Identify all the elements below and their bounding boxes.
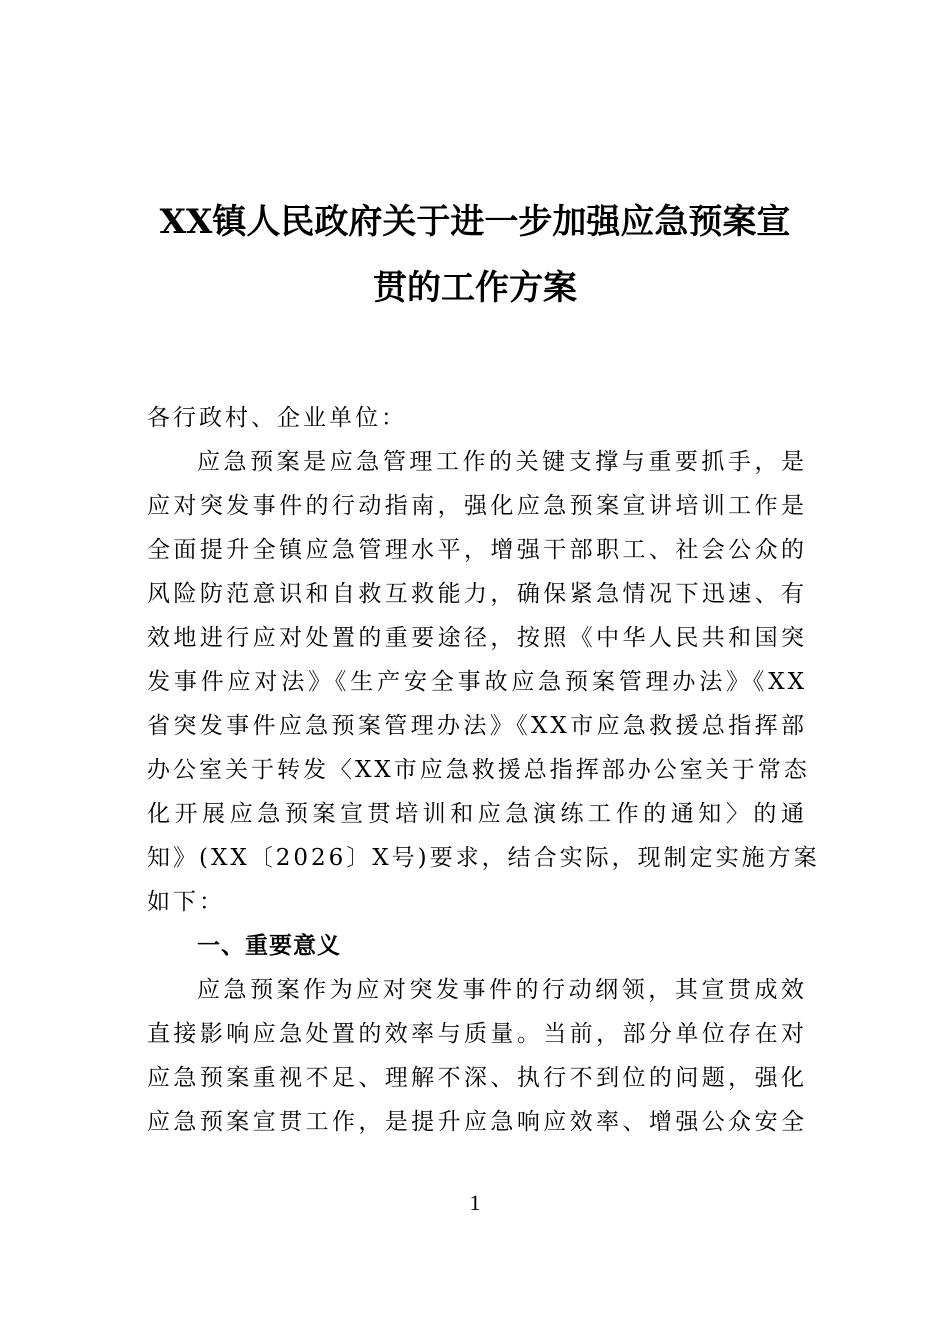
paragraph-1-line: 效地进行应对处置的重要途径，按照《中华人民共和国突	[147, 625, 807, 651]
paragraph-1-line: 省突发事件应急预案管理办法》《XX市应急救援总指挥部	[147, 713, 807, 739]
paragraph-1-line: 知》(XX〔2026〕X号)要求，结合实际，现制定实施方案	[147, 845, 820, 871]
document-title-line-1: XX镇人民政府关于进一步加强应急预案宣	[159, 202, 791, 242]
document-title-line-2: 贯的工作方案	[373, 268, 577, 308]
paragraph-1-line: 应急预案是应急管理工作的关键支撑与重要抓手，是	[197, 449, 807, 475]
page-number: 1	[469, 1190, 481, 1215]
paragraph-2-line: 应急预案重视不足、理解不深、执行不到位的问题，强化	[147, 1065, 807, 1091]
paragraph-2-line: 应急预案宣贯工作，是提升应急响应效率、增强公众安全	[147, 1109, 807, 1135]
paragraph-2-line: 应急预案作为应对突发事件的行动纲领，其宣贯成效	[197, 977, 807, 1003]
salutation: 各行政村、企业单位：	[147, 405, 407, 431]
paragraph-1-line: 如下：	[147, 889, 225, 915]
paragraph-2-line: 直接影响应急处置的效率与质量。当前，部分单位存在对	[147, 1021, 807, 1047]
paragraph-1-line: 全面提升全镇应急管理水平，增强干部职工、社会公众的	[147, 537, 807, 563]
paragraph-1-line: 风险防范意识和自救互救能力，确保紧急情况下迅速、有	[147, 581, 807, 607]
paragraph-1-line: 化开展应急预案宣贯培训和应急演练工作的通知〉的通	[147, 801, 807, 827]
paragraph-1-line: 发事件应对法》《生产安全事故应急预案管理办法》《XX	[147, 669, 807, 695]
paragraph-1-line: 办公室关于转发〈XX市应急救援总指挥部办公室关于常态	[147, 757, 810, 783]
section-1-heading: 一、重要意义	[197, 933, 341, 959]
paragraph-1-line: 应对突发事件的行动指南，强化应急预案宣讲培训工作是	[147, 493, 807, 519]
document-body	[147, 396, 820, 1144]
